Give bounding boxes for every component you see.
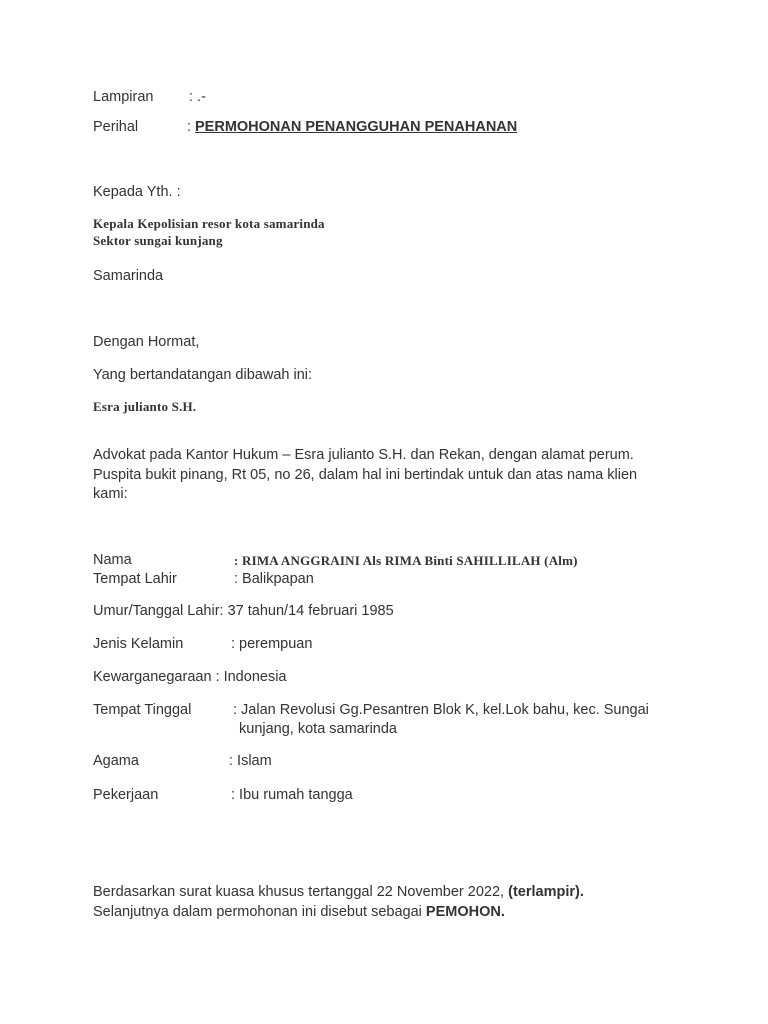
signer-intro: Yang bertandatangan dibawah ini: [93, 367, 313, 383]
perihal-label: Perihal [93, 119, 139, 135]
tempat-lahir-label: Tempat Lahir [93, 571, 177, 587]
nama-value: : RIMA ANGGRAINI Als RIMA Binti SAHILLILAH (Alm) [234, 553, 578, 568]
jenis-kelamin-label: Jenis Kelamin [93, 636, 184, 652]
recipient-greeting: Kepada Yth. : [93, 184, 181, 200]
lampiran-label: Lampiran [93, 89, 154, 105]
signer-name: Esra julianto S.H. [93, 399, 197, 414]
closing-line-1 [93, 883, 584, 902]
closing-line-2 [93, 903, 505, 922]
pekerjaan-value: : Ibu rumah tangga [231, 787, 353, 803]
salutation: Dengan Hormat, [93, 334, 200, 350]
agama-value: : Islam [229, 753, 272, 769]
advocate-paragraph: Advokat pada Kantor Hukum – Esra julianto S.H. dan Rekan, dengan alamat perum. Puspita bukit pinang, Rt 05, no 26, dalam hal ini bertindak untuk dan atas nama klien kami: [93, 447, 638, 502]
lampiran-value: : .- [189, 89, 206, 105]
tempat-tinggal-label: Tempat Tinggal [93, 702, 192, 718]
agama-label: Agama [93, 753, 139, 769]
perihal-value: PERMOHONAN PENANGGUHAN PENAHANAN [195, 119, 518, 135]
umur-row: Umur/Tanggal Lahir: 37 tahun/14 februari 1985 [93, 603, 394, 619]
perihal-colon: : [187, 119, 192, 135]
jenis-kelamin-value: : perempuan [231, 636, 313, 652]
pekerjaan-label: Pekerjaan [93, 787, 159, 803]
tempat-lahir-value: : Balikpapan [234, 571, 314, 587]
nama-label: Nama [93, 552, 132, 568]
closing-line-2-text: Selanjutnya dalam permohonan ini disebut sebagai [93, 904, 426, 920]
kewarganegaraan-row: Kewarganegaraan : Indonesia [93, 669, 287, 685]
recipient-line-2: Sektor sungai kunjang [93, 233, 223, 248]
recipient-line-1: Kepala Kepolisian resor kota samarinda [93, 216, 325, 231]
tempat-tinggal-value-1: : Jalan Revolusi Gg.Pesantren Blok K, kel.Lok bahu, kec. Sungai [233, 702, 649, 718]
recipient-city: Samarinda [93, 268, 164, 284]
closing-line-2-bold: PEMOHON. [425, 904, 505, 920]
closing-line-1-text: Berdasarkan surat kuasa khusus tertanggal 22 November 2022, [93, 884, 509, 900]
tempat-tinggal-value-2: kunjang, kota samarinda [239, 721, 397, 737]
closing-line-1-bold: (terlampir). [508, 884, 584, 900]
